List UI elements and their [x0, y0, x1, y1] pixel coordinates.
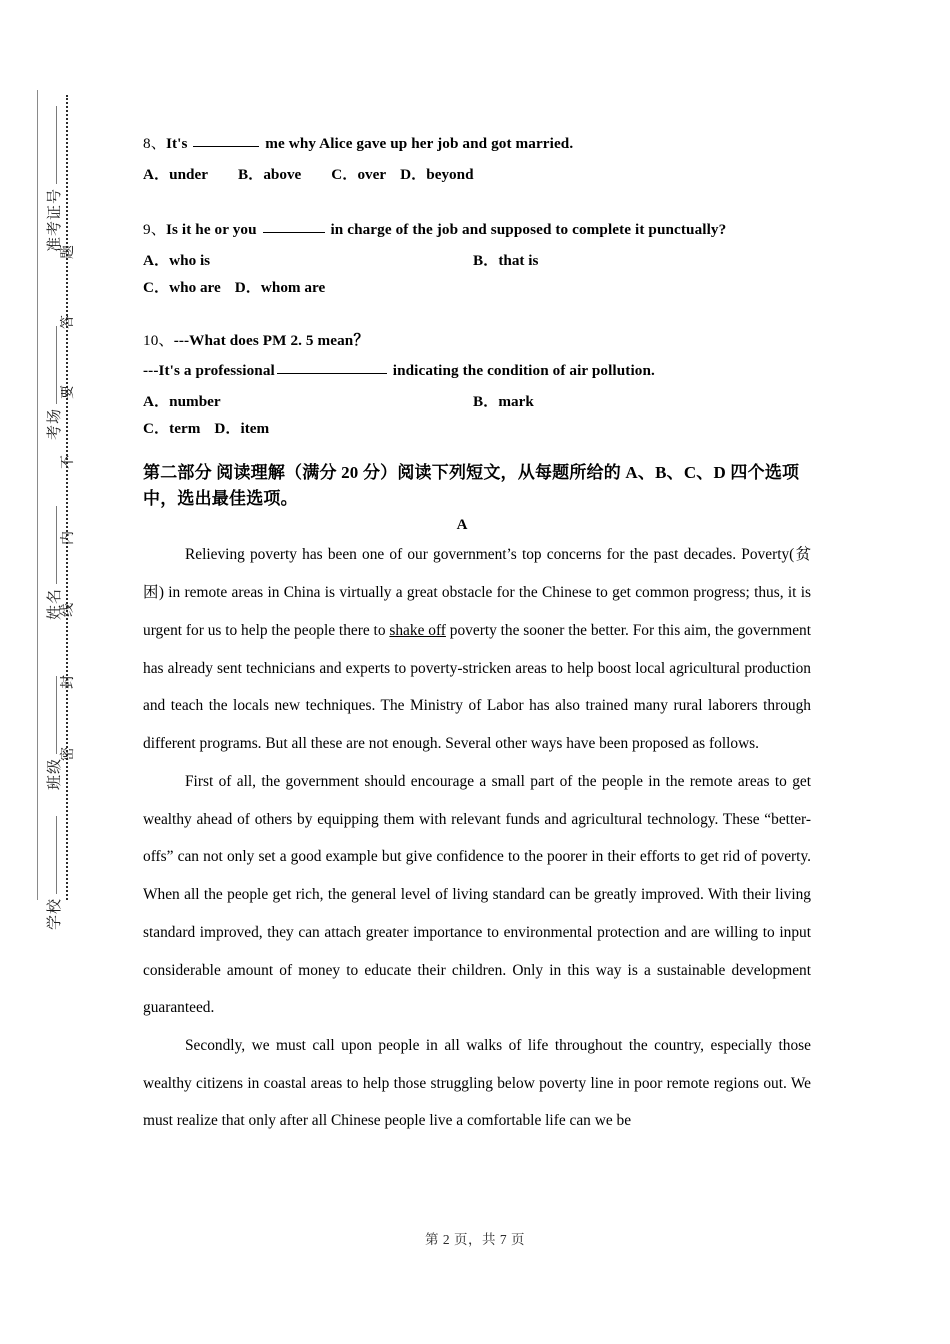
option-a-text: who is: [169, 251, 211, 269]
option-b-label: B．: [237, 165, 264, 183]
option-a-label: A．: [143, 251, 170, 269]
question-9-stem-after: in charge of the job and supposed to complete it punctually?: [326, 221, 727, 239]
passage-paragraph-1: [143, 536, 811, 762]
passage-underlined-phrase: shake off: [389, 621, 446, 639]
option-b-text: above: [263, 165, 302, 183]
seal-note-char: 题: [61, 245, 76, 259]
seal-field-label: 准考证号: [47, 187, 63, 252]
option-a[interactable]: [143, 390, 473, 411]
option-b-label: B．: [473, 251, 499, 269]
seal-field-label: 考场: [47, 407, 63, 440]
option-a[interactable]: [143, 249, 473, 270]
option-d-label: D．: [400, 165, 427, 183]
seal-note-char: 封: [61, 675, 76, 689]
question-8-stem: [143, 132, 811, 156]
question-9-options-row-1: [143, 249, 811, 270]
seal-field-blank: [56, 106, 57, 184]
option-b-text: that is: [498, 251, 539, 269]
question-8-stem-before: It's: [165, 135, 192, 152]
seal-field-label: 学校: [47, 897, 63, 930]
question-8: [143, 132, 811, 186]
option-a[interactable]: [143, 166, 208, 183]
seal-field-blank: [56, 816, 57, 894]
seal-field-school: [43, 816, 64, 930]
passage-paragraph-3: Secondly, we must call upon people in all walks of life throughout the country, especially those wealthy citizens in coastal areas to help those struggling below poverty line in poor remote regions out. We must realize that only after all Chinese people live a comfortable life can we be: [143, 1037, 811, 1130]
question-10-number: 10、: [143, 331, 174, 349]
question-10-stem-text: ---What does PM 2. 5 mean？: [173, 331, 369, 349]
option-d-label: D．: [234, 278, 261, 296]
seal-field-admission-number: [43, 106, 64, 252]
seal-field-label: 姓名: [47, 587, 63, 620]
option-d-text: beyond: [426, 165, 474, 183]
question-10: [143, 329, 811, 438]
option-c[interactable]: [143, 417, 200, 438]
spacer: [143, 311, 811, 329]
spacer: [143, 200, 811, 218]
section-heading-part-two: 第二部分 阅读理解（满分 20 分）阅读下列短文，从每题所给的 A、B、C、D 四个选项中，选出最佳选项。: [143, 462, 800, 508]
question-9-number: 9、: [143, 221, 166, 239]
seal-line-margin: [0, 0, 130, 1344]
option-a-label: A．: [143, 165, 170, 183]
seal-note-char: 要: [61, 385, 76, 399]
option-d[interactable]: [400, 166, 473, 183]
question-8-number: 8、: [143, 135, 166, 152]
option-c-text: term: [169, 419, 201, 437]
seal-field-label: 班级: [47, 757, 63, 790]
answer-blank: [277, 361, 387, 374]
question-9-stem-before: Is it he or you: [165, 221, 261, 239]
seal-note-char: 密: [61, 747, 76, 761]
seal-note-char: 答: [61, 315, 76, 329]
option-c-label: C．: [143, 278, 170, 296]
option-d-label: D．: [214, 419, 241, 437]
passage-p1-part1: Relieving poverty has been one of our government’s top concerns for the past decades. Poverty(贫困) in remote areas in China is virtually a great obstacle for the Chinese to get common progress; thus, it is urgent for us to help the people there to: [143, 546, 811, 639]
question-10-stem-after: indicating the condition of air pollution.: [388, 362, 655, 380]
seal-note-char: 线: [61, 603, 76, 617]
option-d-text: item: [240, 419, 270, 437]
option-d[interactable]: [214, 417, 269, 438]
question-8-stem-after: me why Alice gave up her job and got married.: [261, 135, 574, 152]
option-c-text: over: [357, 165, 387, 183]
option-c[interactable]: [143, 276, 221, 297]
passage-paragraph-2: First of all, the government should encourage a small part of the people in the remote areas to get wealthy ahead of others by equipping them with relevant funds and agricultural technology. These “better-offs” can not only set a good example but give confidence to the poorer in their efforts to get rid of poverty. When all the people get rich, the general level of living standard can be greatly improved. With their living standard improved, they can attach greater importance to environmental protection and are willing to input considerable amount of money to educate their children. Only in this way is a sustainable development guaranteed.: [143, 772, 811, 1017]
passage-letter-a: A: [456, 517, 468, 534]
question-10-stem-line-2: [143, 359, 811, 383]
question-9-stem: [143, 218, 811, 242]
question-9-options-row-2: [143, 276, 811, 297]
option-b-label: B．: [473, 392, 499, 410]
option-b[interactable]: [473, 249, 538, 270]
option-a-label: A．: [143, 392, 170, 410]
option-a-text: number: [169, 392, 221, 410]
option-b[interactable]: [473, 390, 534, 411]
page-number-text: 第 2 页，共 7 页: [425, 1232, 525, 1247]
seal-field-class: [43, 676, 64, 790]
option-d-text: whom are: [260, 278, 326, 296]
option-c-label: C．: [331, 165, 358, 183]
passage-p1-part2: poverty the sooner the better. For this aim, the government has already sent technicians and experts to poverty-stricken areas to help boost local agricultural production and teach the locals new techniques. The Ministry of Labor has also trained many rural laborers through different programs. But all these are not enough. Several other ways have been proposed as follows.: [143, 621, 811, 753]
seal-note-char: 不: [61, 455, 76, 469]
question-10-stem-line-1: [143, 329, 811, 353]
option-c-label: C．: [143, 419, 170, 437]
page-footer: [0, 1228, 950, 1248]
option-d[interactable]: [235, 276, 325, 297]
option-c[interactable]: [331, 166, 386, 183]
option-a-text: under: [169, 165, 208, 183]
question-10-stem-before: ---It's a professional: [143, 362, 275, 380]
question-10-options-row-2: [143, 417, 811, 438]
answer-blank: [263, 220, 325, 233]
seal-note-char: 内: [61, 531, 76, 545]
question-9: [143, 218, 811, 297]
question-10-options-row-1: [143, 390, 811, 411]
option-c-text: who are: [169, 278, 221, 296]
option-b-text: mark: [498, 392, 534, 410]
option-b[interactable]: [238, 166, 301, 183]
exam-paper-content: [143, 132, 811, 1140]
question-8-options: [143, 163, 811, 187]
seal-solid-line: [37, 90, 38, 900]
seal-dotted-line: [66, 95, 68, 900]
answer-blank: [193, 134, 259, 147]
